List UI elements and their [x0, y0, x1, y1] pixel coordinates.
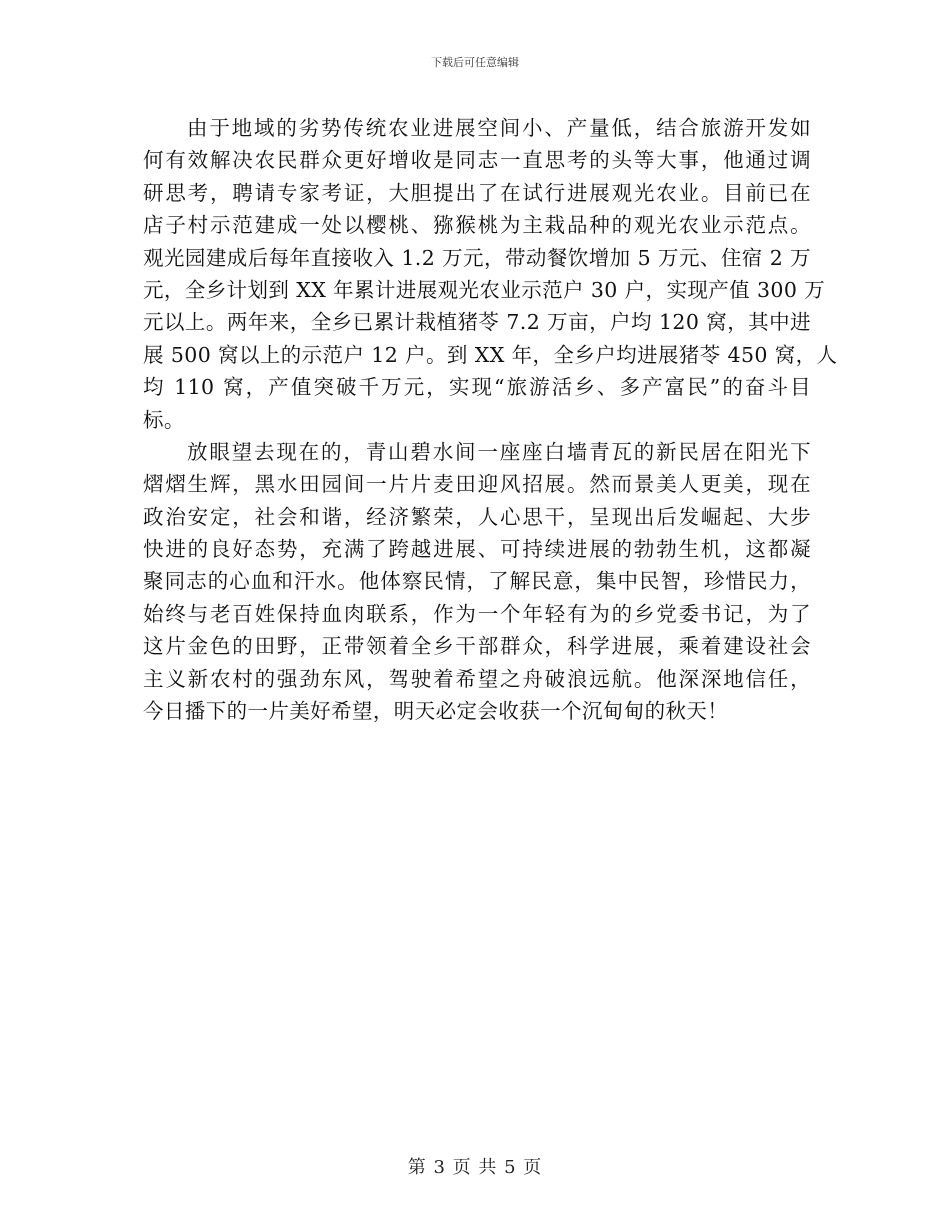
text-line: 这片金色的田野，正带领着全乡干部群众，科学进展，乘着建设社会	[143, 634, 811, 659]
page-header: 下载后可任意编辑	[431, 56, 519, 69]
text-line: 均 110 窝，产值突破千万元，实现“旅游活乡、多产富民”的奋斗目	[143, 375, 811, 400]
page-number: 第 3 页 共 5 页	[407, 1157, 543, 1178]
text-line: 放眼望去现在的，青山碧水间一座座白墙青瓦的新民居在阳光下	[187, 439, 811, 464]
text-line: 元，全乡计划到 XX 年累计进展观光农业示范户 30 户，实现产值 300 万	[143, 277, 826, 302]
text-line: 主义新农村的强劲东风，驾驶着希望之舟破浪远航。他深深地信任，	[143, 666, 811, 691]
text-line: 元以上。两年来，全乡已累计栽植猪苓 7.2 万亩，户均 120 窝，其中进	[143, 310, 811, 335]
text-line: 熠熠生辉，黑水田园间一片片麦田迎风招展。然而景美人更美，现在	[143, 472, 811, 497]
text-line: 始终与老百姓保持血肉联系，作为一个年轻有为的乡党委书记，为了	[143, 601, 811, 626]
text-line: 今日播下的一片美好希望，明天必定会收获一个沉甸甸的秋天！	[143, 699, 729, 724]
text-line: 店子村示范建成一处以樱桃、猕猴桃为主栽品种的观光农业示范点。	[143, 213, 811, 238]
text-line: 研思考，聘请专家考证，大胆提出了在试行进展观光农业。目前已在	[143, 180, 811, 205]
paragraph-2	[143, 436, 811, 728]
document-body	[143, 112, 838, 727]
text-line: 标。	[143, 407, 185, 432]
text-line: 快进的良好态势，充满了跨越进展、可持续进展的勃勃生机，这都凝	[143, 537, 811, 562]
text-line: 展 500 窝以上的示范户 12 户。到 XX 年，全乡户均进展猪苓 450 窝，人	[143, 342, 838, 367]
text-line: 观光园建成后每年直接收入 1.2 万元，带动餐饮增加 5 万元、住宿 2 万	[143, 245, 811, 270]
paragraph-1	[143, 112, 838, 436]
text-line: 何有效解决农民群众更好增收是同志一直思考的头等大事，他通过调	[143, 148, 811, 173]
text-line: 聚同志的心血和汗水。他体察民情，了解民意，集中民智，珍惜民力，	[143, 569, 811, 594]
text-line: 由于地域的劣势传统农业进展空间小、产量低，结合旅游开发如	[187, 116, 811, 140]
text-line: 政治安定，社会和谐，经济繁荣，人心思干，呈现出后发崛起、大步	[143, 504, 811, 529]
